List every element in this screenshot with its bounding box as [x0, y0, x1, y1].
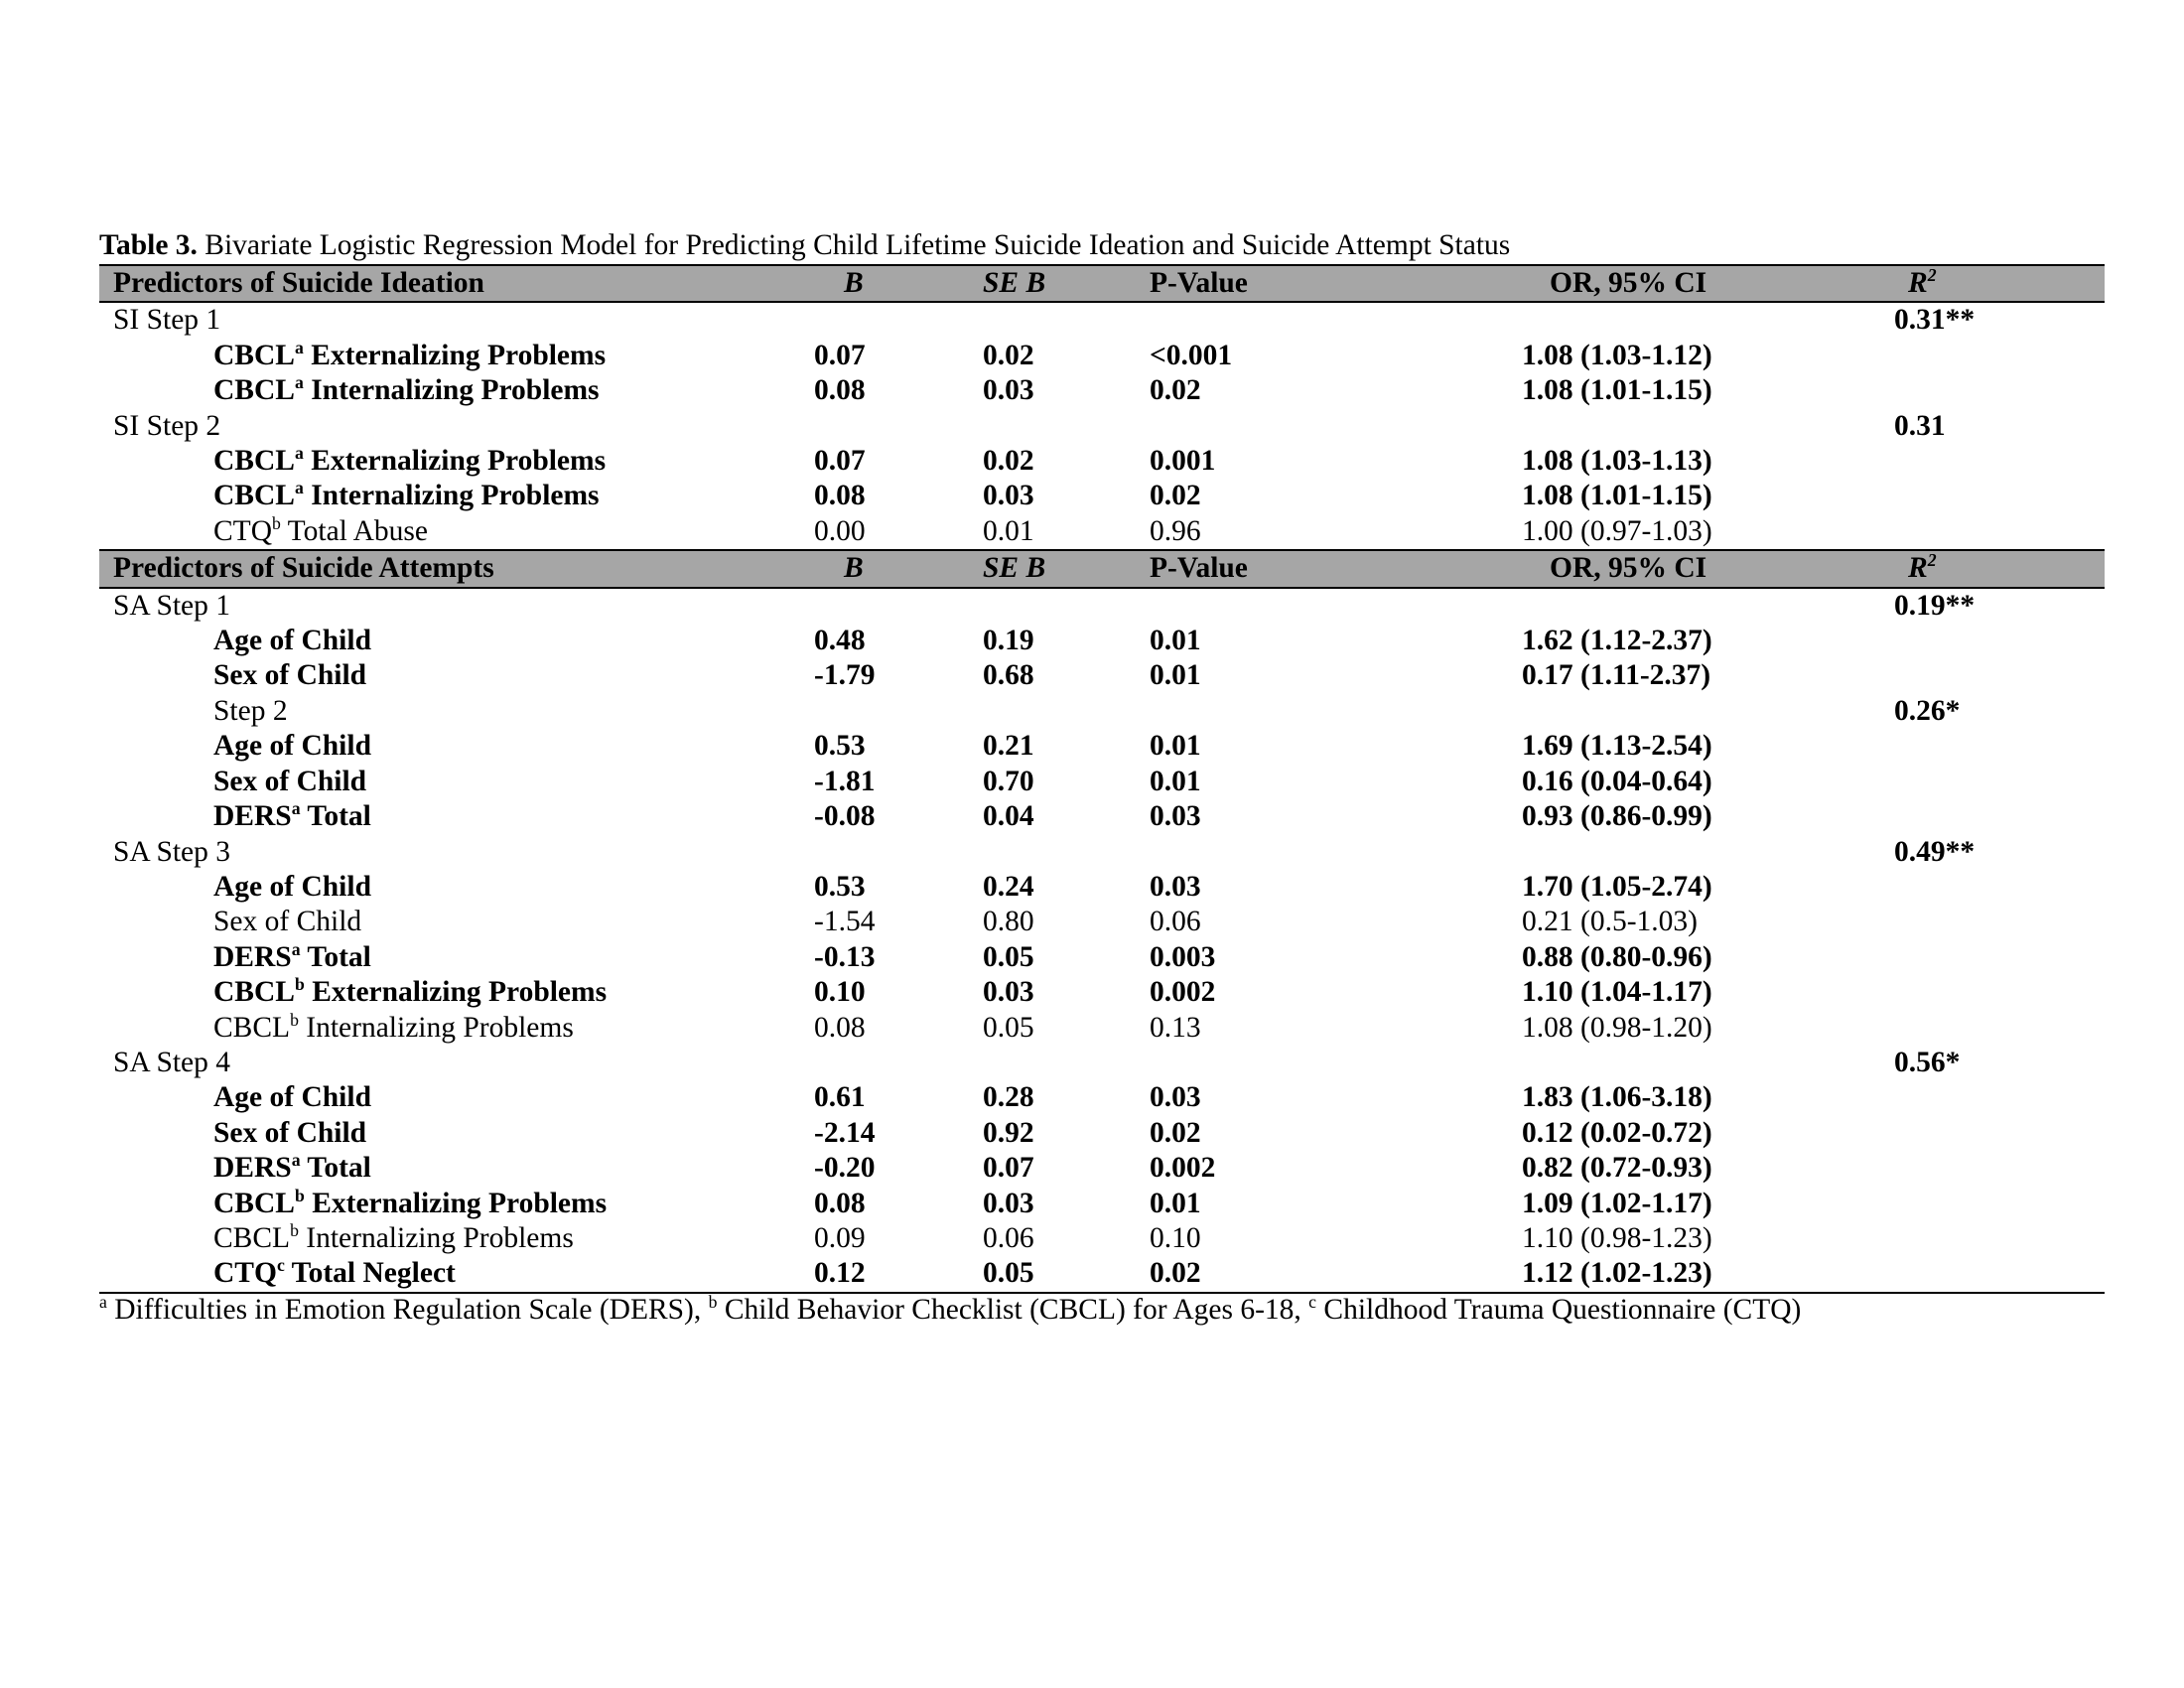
predictor-cell: [99, 658, 814, 693]
predictor-base: DERS: [213, 1152, 292, 1185]
or-ci-value: 1.62 (1.12-2.37): [1522, 625, 1712, 657]
predictor-name: [99, 975, 607, 1010]
predictor-cell: [99, 1080, 814, 1115]
or-ci-value: 1.08 (1.01-1.15): [1522, 480, 1712, 512]
or-ci-value: 1.69 (1.13-2.54): [1522, 730, 1712, 763]
header-row-ideation: [99, 265, 2105, 302]
header-p-value: P-Value: [1150, 550, 1522, 587]
p-value: 0.03: [1150, 1081, 1201, 1114]
step-label: [99, 694, 814, 729]
predictor-base: Sex of Child: [213, 1116, 367, 1149]
footnote-superscript: a: [99, 1292, 107, 1313]
or-ci-value: 0.21 (0.5-1.03): [1522, 906, 1698, 938]
predictor-superscript: b: [290, 1009, 299, 1030]
header-or-ci: OR, 95% CI: [1522, 265, 1894, 302]
empty-cell: [1150, 588, 1522, 624]
b-value: -2.14: [814, 1116, 876, 1149]
step-row: [99, 302, 2105, 338]
or-ci-value: 0.16 (0.04-0.64): [1522, 765, 1712, 797]
header-predictor: Predictors of Suicide Ideation: [99, 265, 814, 302]
predictor-name: [99, 479, 600, 513]
predictor-cell: [99, 373, 814, 408]
predictor-rest: Total: [300, 940, 371, 973]
b-value: 0.08: [814, 1011, 866, 1044]
empty-cell: [1894, 1256, 2105, 1292]
se-value: 0.19: [983, 625, 1034, 657]
empty-cell: [1522, 302, 1894, 338]
p-value: 0.001: [1150, 445, 1216, 478]
p-value: 0.96: [1150, 514, 1201, 547]
empty-cell: [814, 409, 983, 444]
p-value: 0.10: [1150, 1221, 1201, 1254]
p-value: 0.003: [1150, 940, 1216, 973]
predictor-name: [99, 1256, 456, 1291]
se-value: 0.02: [983, 339, 1034, 371]
empty-cell: [1894, 1116, 2105, 1151]
b-value: 0.09: [814, 1221, 866, 1254]
footnote-text: Child Behavior Checklist (CBCL) for Ages 6-18,: [717, 1294, 1309, 1326]
r2-value: 0.49**: [1894, 835, 1976, 868]
or-ci-value: 0.12 (0.02-0.72): [1522, 1116, 1712, 1149]
predictor-row: [99, 729, 2105, 764]
predictor-row: [99, 339, 2105, 373]
predictor-superscript: a: [291, 798, 301, 819]
empty-cell: [983, 588, 1150, 624]
step-label: [99, 302, 814, 338]
empty-cell: [1894, 765, 2105, 799]
predictor-superscript: a: [294, 478, 304, 498]
empty-cell: [1894, 373, 2105, 408]
predictor-name: [99, 870, 371, 905]
predictor-row: [99, 1080, 2105, 1115]
predictor-row: [99, 658, 2105, 693]
predictor-cell: [99, 1187, 814, 1221]
p-value: 0.01: [1150, 659, 1201, 692]
empty-cell: [1894, 658, 2105, 693]
empty-cell: [814, 1046, 983, 1080]
p-value: 0.02: [1150, 1256, 1522, 1292]
predictor-row: [99, 905, 2105, 939]
predictor-cell: [99, 799, 814, 834]
predictor-rest: Externalizing Problems: [303, 445, 607, 478]
predictor-rest: Internalizing Problems: [303, 480, 600, 512]
empty-cell: [983, 694, 1150, 729]
b-value: 0.61: [814, 1081, 866, 1114]
r2-value: 0.31: [1894, 409, 1946, 442]
ideation-section: [99, 265, 2105, 550]
predictor-name: [99, 1116, 366, 1151]
empty-cell: [1894, 1187, 2105, 1221]
predictor-row: [99, 624, 2105, 658]
or-ci-value: 1.08 (1.03-1.12): [1522, 339, 1712, 371]
r2-value: 0.56*: [1894, 1046, 1961, 1078]
b-value: 0.07: [814, 445, 866, 478]
predictor-name: [99, 799, 371, 834]
predictor-row: [99, 1256, 2105, 1292]
attempts-section: [99, 550, 2105, 1293]
predictor-cell: [99, 1256, 814, 1292]
predictor-row: [99, 1011, 2105, 1046]
p-value: 0.02: [1150, 480, 1201, 512]
predictor-superscript: b: [294, 1185, 305, 1205]
predictor-base: CBCL: [213, 445, 295, 478]
se-value: 0.03: [983, 1187, 1034, 1219]
predictor-cell: [99, 624, 814, 658]
predictor-cell: [99, 1151, 814, 1186]
predictor-row: [99, 765, 2105, 799]
se-value: 0.03: [983, 374, 1034, 407]
predictor-name: [99, 1221, 574, 1256]
footnote-text: Childhood Trauma Questionnaire (CTQ): [1316, 1294, 1802, 1326]
predictor-base: CTQ: [213, 1257, 277, 1290]
predictor-cell: [99, 905, 814, 939]
predictor-rest: Externalizing Problems: [304, 976, 608, 1009]
empty-cell: [1894, 975, 2105, 1010]
empty-cell: [1522, 409, 1894, 444]
predictor-name: [99, 1151, 371, 1186]
predictor-row: [99, 1151, 2105, 1186]
predictor-base: Sex of Child: [213, 659, 367, 692]
predictor-rest: Internalizing Problems: [298, 1011, 574, 1044]
predictor-rest: Total: [300, 800, 371, 833]
b-value: -1.81: [814, 765, 876, 797]
predictor-rest: Internalizing Problems: [303, 374, 600, 407]
predictor-name: [99, 765, 366, 799]
se-value: 0.80: [983, 906, 1034, 938]
header-or-ci: OR, 95% CI: [1522, 550, 1894, 587]
predictor-cell: [99, 339, 814, 373]
empty-cell: [814, 694, 983, 729]
empty-cell: [1894, 1221, 2105, 1256]
se-value: 0.21: [983, 730, 1034, 763]
step-row: [99, 694, 2105, 729]
predictor-name: [99, 514, 428, 549]
p-value: 0.06: [1150, 906, 1201, 938]
p-value: 0.002: [1150, 976, 1216, 1009]
step-label: [99, 409, 814, 444]
predictor-base: DERS: [213, 800, 292, 833]
table-footnote: [99, 1293, 1801, 1327]
predictor-row: [99, 1221, 2105, 1256]
header-predictor: Predictors of Suicide Attempts: [99, 550, 814, 587]
step-label-text: SA Step 1: [113, 589, 231, 622]
predictor-cell: [99, 479, 814, 513]
predictor-rest: Externalizing Problems: [304, 1187, 608, 1219]
step-label: [99, 1046, 814, 1080]
or-ci-value: 1.10 (0.98-1.23): [1522, 1221, 1712, 1254]
predictor-base: DERS: [213, 940, 292, 973]
step-row: [99, 409, 2105, 444]
se-value: 0.04: [983, 800, 1034, 833]
predictor-base: Sex of Child: [213, 765, 367, 797]
predictor-base: Sex of Child: [213, 906, 362, 938]
p-value: 0.03: [1150, 870, 1201, 903]
predictor-base: CBCL: [213, 976, 295, 1009]
or-ci-value: 1.09 (1.02-1.17): [1522, 1187, 1712, 1219]
empty-cell: [1150, 1046, 1522, 1080]
caption-label: Table 3.: [99, 229, 198, 261]
predictor-name: [99, 339, 606, 373]
se-value: 0.05: [983, 940, 1034, 973]
predictor-name: [99, 940, 371, 975]
header-r2: $R^2$: [1894, 265, 2105, 302]
header-se-b: SE B: [983, 265, 1150, 302]
p-value: 0.02: [1150, 374, 1201, 407]
predictor-superscript: b: [272, 513, 281, 534]
empty-cell: [1894, 905, 2105, 939]
empty-cell: [814, 302, 983, 338]
predictor-row: [99, 1187, 2105, 1221]
predictor-name: [99, 729, 371, 764]
regression-table: [99, 264, 2105, 1294]
predictor-row: [99, 870, 2105, 905]
predictor-row: [99, 373, 2105, 408]
b-value: 0.12: [814, 1256, 983, 1292]
step-label-text: SI Step 2: [113, 409, 221, 442]
empty-cell: [983, 409, 1150, 444]
predictor-cell: [99, 975, 814, 1010]
empty-cell: [1150, 409, 1522, 444]
empty-cell: [1894, 479, 2105, 513]
header-se-b: SE B: [983, 550, 1150, 587]
step-label-text: SA Step 3: [113, 835, 231, 868]
predictor-row: [99, 975, 2105, 1010]
empty-cell: [1894, 1011, 2105, 1046]
predictor-row: [99, 444, 2105, 479]
empty-cell: [1894, 1151, 2105, 1186]
p-value: <0.001: [1150, 339, 1233, 371]
predictor-rest: Total Neglect: [284, 1257, 456, 1290]
empty-cell: [1522, 1046, 1894, 1080]
se-value: 0.24: [983, 870, 1034, 903]
empty-cell: [814, 588, 983, 624]
predictor-name: [99, 1187, 607, 1221]
predictor-row: [99, 799, 2105, 834]
empty-cell: [1894, 339, 2105, 373]
se-value: 0.70: [983, 765, 1034, 797]
empty-cell: [1894, 870, 2105, 905]
predictor-cell: [99, 1221, 814, 1256]
r2-value: 0.19**: [1894, 589, 1976, 622]
empty-cell: [983, 1046, 1150, 1080]
se-value: 0.02: [983, 445, 1034, 478]
p-value: 0.03: [1150, 800, 1201, 833]
predictor-base: Age of Child: [213, 1081, 371, 1114]
header-b: B: [814, 550, 983, 587]
predictor-row: [99, 514, 2105, 550]
b-value: 0.00: [814, 514, 866, 547]
header-p-value: P-Value: [1150, 265, 1522, 302]
step-label-text: SI Step 1: [113, 304, 221, 337]
predictor-base: CBCL: [213, 374, 295, 407]
footnote-text: Difficulties in Emotion Regulation Scale (DERS),: [106, 1294, 709, 1326]
predictor-cell: [99, 444, 814, 479]
predictor-rest: Total: [300, 1152, 371, 1185]
predictor-cell: [99, 940, 814, 975]
predictor-row: [99, 1116, 2105, 1151]
b-value: -1.79: [814, 659, 876, 692]
header-b: B: [814, 265, 983, 302]
predictor-base: CBCL: [213, 480, 295, 512]
predictor-name: [99, 658, 366, 693]
empty-cell: [1894, 1080, 2105, 1115]
predictor-name: [99, 1080, 371, 1115]
predictor-row: [99, 479, 2105, 513]
or-ci-value: 1.10 (1.04-1.17): [1522, 976, 1712, 1009]
se-value: 0.05: [983, 1011, 1034, 1044]
b-value: 0.48: [814, 625, 866, 657]
predictor-base: CBCL: [213, 1221, 291, 1254]
se-value: 0.05: [983, 1256, 1150, 1292]
empty-cell: [1894, 624, 2105, 658]
predictor-base: CBCL: [213, 339, 295, 371]
empty-cell: [1894, 799, 2105, 834]
b-value: 0.08: [814, 374, 866, 407]
p-value: 0.13: [1150, 1011, 1201, 1044]
se-value: 0.28: [983, 1081, 1034, 1114]
b-value: -0.20: [814, 1152, 876, 1185]
step-row: [99, 1046, 2105, 1080]
se-value: 0.06: [983, 1221, 1034, 1254]
empty-cell: [1522, 694, 1894, 729]
se-value: 0.07: [983, 1152, 1034, 1185]
step-label: [99, 588, 814, 624]
predictor-cell: [99, 729, 814, 764]
step-row: [99, 588, 2105, 624]
predictor-superscript: c: [276, 1255, 285, 1276]
predictor-name: [99, 373, 600, 408]
step-row: [99, 835, 2105, 870]
footnote-superscript: b: [708, 1292, 718, 1313]
predictor-cell: [99, 514, 814, 550]
predictor-cell: [99, 765, 814, 799]
predictor-cell: [99, 870, 814, 905]
predictor-base: CTQ: [213, 514, 272, 547]
se-value: 0.03: [983, 976, 1034, 1009]
r2-value: 0.26*: [1894, 694, 1961, 727]
p-value: 0.002: [1150, 1152, 1216, 1185]
r2-value: 0.31**: [1894, 304, 1976, 337]
step-label-text: SA Step 4: [113, 1046, 231, 1078]
predictor-rest: Total Abuse: [280, 514, 429, 547]
predictor-superscript: a: [294, 372, 304, 393]
b-value: -0.13: [814, 940, 876, 973]
or-ci-value: 1.08 (1.03-1.13): [1522, 445, 1712, 478]
predictor-superscript: a: [294, 443, 304, 464]
predictor-superscript: a: [291, 938, 301, 959]
or-ci-value: 1.08 (0.98-1.20): [1522, 1011, 1712, 1044]
empty-cell: [814, 835, 983, 870]
empty-cell: [1894, 444, 2105, 479]
empty-cell: [983, 302, 1150, 338]
predictor-base: Age of Child: [213, 870, 371, 903]
se-value: 0.03: [983, 480, 1034, 512]
p-value: 0.02: [1150, 1116, 1201, 1149]
b-value: 0.10: [814, 976, 866, 1009]
table-caption: [99, 228, 1510, 262]
or-ci-value: 0.88 (0.80-0.96): [1522, 940, 1712, 973]
footnote-superscript: c: [1308, 1292, 1317, 1313]
b-value: 0.07: [814, 339, 866, 371]
header-r2: $R^2$: [1894, 550, 2105, 587]
predictor-base: CBCL: [213, 1011, 291, 1044]
b-value: 0.53: [814, 870, 866, 903]
predictor-rest: Internalizing Problems: [298, 1221, 574, 1254]
p-value: 0.01: [1150, 625, 1201, 657]
p-value: 0.01: [1150, 765, 1201, 797]
se-value: 0.92: [983, 1116, 1034, 1149]
predictor-base: CBCL: [213, 1187, 295, 1219]
predictor-name: [99, 444, 606, 479]
empty-cell: [1522, 588, 1894, 624]
empty-cell: [1894, 514, 2105, 550]
or-ci-value: 1.08 (1.01-1.15): [1522, 374, 1712, 407]
empty-cell: [1150, 302, 1522, 338]
predictor-superscript: a: [294, 337, 304, 357]
predictor-superscript: b: [294, 974, 305, 995]
predictor-row: [99, 940, 2105, 975]
predictor-name: [99, 1011, 574, 1046]
predictor-cell: [99, 1116, 814, 1151]
step-label: [99, 835, 814, 870]
header-row-attempts: [99, 550, 2105, 587]
or-ci-value: 1.70 (1.05-2.74): [1522, 870, 1712, 903]
predictor-superscript: a: [291, 1150, 301, 1171]
empty-cell: [983, 835, 1150, 870]
predictor-rest: Externalizing Problems: [303, 339, 607, 371]
or-ci-value: 0.93 (0.86-0.99): [1522, 800, 1712, 833]
se-value: 0.01: [983, 514, 1034, 547]
empty-cell: [1150, 835, 1522, 870]
step-label-text: Step 2: [213, 694, 288, 727]
or-ci-value: 0.17 (1.11-2.37): [1522, 659, 1711, 692]
empty-cell: [1522, 835, 1894, 870]
p-value: 0.01: [1150, 1187, 1201, 1219]
predictor-base: Age of Child: [213, 625, 371, 657]
predictor-cell: [99, 1011, 814, 1046]
empty-cell: [1894, 940, 2105, 975]
se-value: 0.68: [983, 659, 1034, 692]
predictor-superscript: b: [290, 1220, 299, 1241]
p-value: 0.01: [1150, 730, 1201, 763]
b-value: 0.08: [814, 480, 866, 512]
predictor-name: [99, 905, 361, 939]
or-ci-value: 1.00 (0.97-1.03): [1522, 514, 1712, 547]
caption-text: Bivariate Logistic Regression Model for Predicting Child Lifetime Suicide Ideation and Suicide Attempt Status: [197, 229, 1511, 261]
empty-cell: [1894, 729, 2105, 764]
or-ci-value: 1.83 (1.06-3.18): [1522, 1081, 1712, 1114]
b-value: 0.53: [814, 730, 866, 763]
b-value: 0.08: [814, 1187, 866, 1219]
empty-cell: [1150, 694, 1522, 729]
b-value: -0.08: [814, 800, 876, 833]
b-value: -1.54: [814, 906, 876, 938]
or-ci-value: 1.12 (1.02-1.23): [1522, 1256, 1894, 1292]
predictor-base: Age of Child: [213, 730, 371, 763]
predictor-name: [99, 624, 371, 658]
or-ci-value: 0.82 (0.72-0.93): [1522, 1152, 1712, 1185]
